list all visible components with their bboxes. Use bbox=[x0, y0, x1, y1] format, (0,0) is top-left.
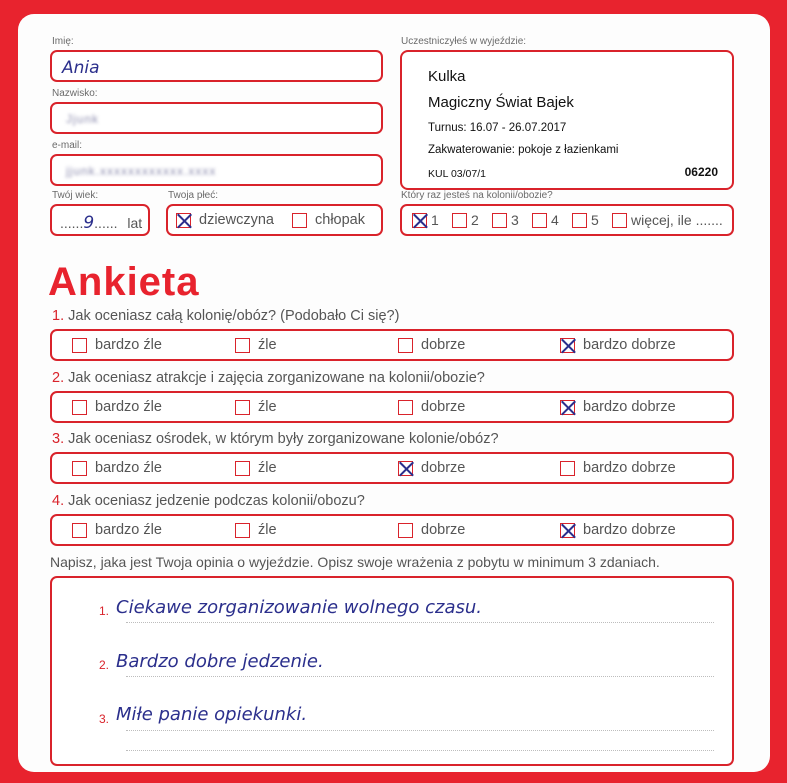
rating-label: dobrze bbox=[421, 522, 466, 538]
times-option-label: 1 bbox=[431, 212, 439, 228]
rating-label: źle bbox=[258, 337, 277, 353]
rating-checkbox[interactable] bbox=[235, 461, 250, 476]
times-option-5[interactable] bbox=[572, 206, 599, 234]
trip-label: Uczestniczyłeś w wyjeździe: bbox=[401, 36, 527, 47]
rating-label: bardzo dobrze bbox=[583, 337, 676, 353]
rating-checkbox[interactable] bbox=[72, 523, 87, 538]
trip-name-line2: Magiczny Świat Bajek bbox=[428, 94, 574, 111]
rating-label: dobrze bbox=[421, 460, 466, 476]
trip-code: KUL 03/07/1 bbox=[428, 168, 486, 180]
rating-label: bardzo źle bbox=[95, 399, 162, 415]
rating-checkbox[interactable] bbox=[72, 338, 87, 353]
email-field[interactable] bbox=[50, 154, 383, 186]
trip-number: 06220 bbox=[684, 165, 718, 179]
writing-line bbox=[126, 676, 714, 677]
answer-text: Ciekawe zorganizowanie wolnego czasu. bbox=[116, 597, 483, 618]
times-option-3[interactable] bbox=[492, 206, 519, 234]
rating-option[interactable] bbox=[235, 331, 277, 359]
first-name-value: Ania bbox=[62, 58, 100, 78]
rating-checkbox[interactable] bbox=[560, 400, 575, 415]
question-text: Jak oceniasz atrakcje i zajęcia zorganizowane na kolonii/obozie? bbox=[68, 370, 485, 386]
question-2 bbox=[52, 370, 485, 386]
question-number: 2. bbox=[52, 370, 65, 386]
times-option-2[interactable] bbox=[452, 206, 479, 234]
times-option-1[interactable] bbox=[412, 206, 439, 234]
email-value-blurred: jjunk.xxxxxxxxxxxx.xxxx bbox=[66, 164, 217, 178]
question-number: 1. bbox=[52, 308, 65, 324]
question-number: 4. bbox=[52, 493, 65, 509]
question-text: Jak oceniasz całą kolonię/obóz? (Podobało Ci się?) bbox=[68, 308, 400, 324]
rating-label: źle bbox=[258, 522, 277, 538]
age-dots: ...... bbox=[94, 215, 118, 231]
rating-checkbox[interactable] bbox=[560, 338, 575, 353]
rating-option[interactable] bbox=[72, 516, 162, 544]
trip-info-box bbox=[400, 50, 734, 190]
gender-male-checkbox[interactable] bbox=[292, 213, 307, 228]
answer-number: 2. bbox=[99, 658, 110, 672]
rating-label: bardzo dobrze bbox=[583, 460, 676, 476]
gender-female-option[interactable] bbox=[176, 206, 274, 234]
answer-number: 3. bbox=[99, 712, 110, 726]
first-name-label: Imię: bbox=[52, 36, 74, 47]
rating-option[interactable] bbox=[560, 393, 676, 421]
rating-option[interactable] bbox=[560, 516, 676, 544]
gender-male-label: chłopak bbox=[315, 212, 365, 228]
rating-checkbox[interactable] bbox=[72, 461, 87, 476]
rating-option[interactable] bbox=[72, 454, 162, 482]
rating-option[interactable] bbox=[235, 516, 277, 544]
times-option-label: 4 bbox=[551, 212, 559, 228]
rating-option[interactable] bbox=[560, 454, 676, 482]
times-checkbox[interactable] bbox=[572, 213, 587, 228]
times-checkbox[interactable] bbox=[532, 213, 547, 228]
rating-label: bardzo źle bbox=[95, 460, 162, 476]
times-checkbox[interactable] bbox=[452, 213, 467, 228]
rating-option[interactable] bbox=[398, 516, 465, 544]
question-1-options bbox=[50, 329, 734, 361]
times-field bbox=[400, 204, 734, 236]
rating-label: bardzo dobrze bbox=[583, 522, 676, 538]
rating-option[interactable] bbox=[235, 454, 277, 482]
age-label: Twój wiek: bbox=[52, 190, 99, 201]
question-text: Jak oceniasz ośrodek, w którym były zorganizowane kolonie/obóz? bbox=[68, 431, 499, 447]
answer-text: Bardzo dobre jedzenie. bbox=[116, 651, 324, 672]
rating-label: dobrze bbox=[421, 337, 466, 353]
rating-label: źle bbox=[258, 399, 277, 415]
times-label: Który raz jesteś na kolonii/obozie? bbox=[401, 190, 553, 201]
times-checkbox[interactable] bbox=[412, 213, 427, 228]
last-name-field[interactable] bbox=[50, 102, 383, 134]
age-dots: ...... bbox=[60, 215, 84, 231]
trip-accommodation: Zakwaterowanie: pokoje z łazienkami bbox=[428, 144, 619, 156]
writing-line bbox=[126, 730, 714, 731]
times-checkbox[interactable] bbox=[492, 213, 507, 228]
gender-male-option[interactable] bbox=[292, 206, 365, 234]
age-unit: lat bbox=[127, 215, 143, 231]
last-name-label: Nazwisko: bbox=[52, 88, 98, 99]
first-name-field[interactable] bbox=[50, 50, 383, 82]
age-value: 9 bbox=[83, 213, 95, 233]
rating-option[interactable] bbox=[560, 331, 676, 359]
rating-label: dobrze bbox=[421, 399, 466, 415]
gender-field bbox=[166, 204, 383, 236]
survey-sheet bbox=[18, 14, 770, 772]
rating-checkbox[interactable] bbox=[235, 338, 250, 353]
rating-label: źle bbox=[258, 460, 277, 476]
email-label: e-mail: bbox=[52, 140, 83, 151]
trip-name-line1: Kulka bbox=[428, 68, 466, 85]
times-option-more[interactable] bbox=[612, 206, 723, 234]
rating-checkbox[interactable] bbox=[235, 400, 250, 415]
rating-checkbox[interactable] bbox=[235, 523, 250, 538]
answer-text: Miłe panie opiekunki. bbox=[116, 704, 308, 725]
rating-checkbox[interactable] bbox=[72, 400, 87, 415]
opinion-textarea[interactable] bbox=[50, 576, 734, 766]
gender-female-checkbox[interactable] bbox=[176, 213, 191, 228]
rating-option[interactable] bbox=[72, 393, 162, 421]
times-option-label: 3 bbox=[511, 212, 519, 228]
rating-checkbox[interactable] bbox=[398, 461, 413, 476]
question-4 bbox=[52, 493, 365, 509]
rating-checkbox[interactable] bbox=[560, 461, 575, 476]
survey-title: Ankieta bbox=[48, 260, 200, 304]
last-name-value-blurred: Jjunk bbox=[66, 112, 100, 126]
question-3-options bbox=[50, 452, 734, 484]
rating-label: bardzo dobrze bbox=[583, 399, 676, 415]
question-text: Jak oceniasz jedzenie podczas kolonii/obozu? bbox=[68, 493, 365, 509]
times-checkbox[interactable] bbox=[612, 213, 627, 228]
rating-checkbox[interactable] bbox=[560, 523, 575, 538]
question-number: 3. bbox=[52, 431, 65, 447]
age-field[interactable] bbox=[50, 204, 150, 236]
rating-option[interactable] bbox=[72, 331, 162, 359]
times-option-label: 2 bbox=[471, 212, 479, 228]
question-4-options bbox=[50, 514, 734, 546]
rating-label: bardzo źle bbox=[95, 522, 162, 538]
rating-checkbox[interactable] bbox=[398, 400, 413, 415]
rating-checkbox[interactable] bbox=[398, 523, 413, 538]
rating-label: bardzo źle bbox=[95, 337, 162, 353]
writing-line bbox=[126, 750, 714, 751]
rating-option[interactable] bbox=[235, 393, 277, 421]
question-1 bbox=[52, 308, 399, 324]
rating-option[interactable] bbox=[398, 393, 465, 421]
gender-label: Twoja płeć: bbox=[168, 190, 219, 201]
rating-checkbox[interactable] bbox=[398, 338, 413, 353]
gender-female-label: dziewczyna bbox=[199, 212, 274, 228]
opinion-prompt: Napisz, jaka jest Twoja opinia o wyjeździe. Opisz swoje wrażenia z pobytu w minimum 3 zdaniach. bbox=[50, 554, 660, 570]
writing-line bbox=[126, 622, 714, 623]
times-option-label: 5 bbox=[591, 212, 599, 228]
rating-option[interactable] bbox=[398, 454, 465, 482]
question-3 bbox=[52, 431, 499, 447]
trip-turnus: Turnus: 16.07 - 26.07.2017 bbox=[428, 122, 567, 134]
times-option-label: więcej, ile ....... bbox=[631, 212, 723, 228]
rating-option[interactable] bbox=[398, 331, 465, 359]
times-option-4[interactable] bbox=[532, 206, 559, 234]
answer-number: 1. bbox=[99, 604, 110, 618]
question-2-options bbox=[50, 391, 734, 423]
